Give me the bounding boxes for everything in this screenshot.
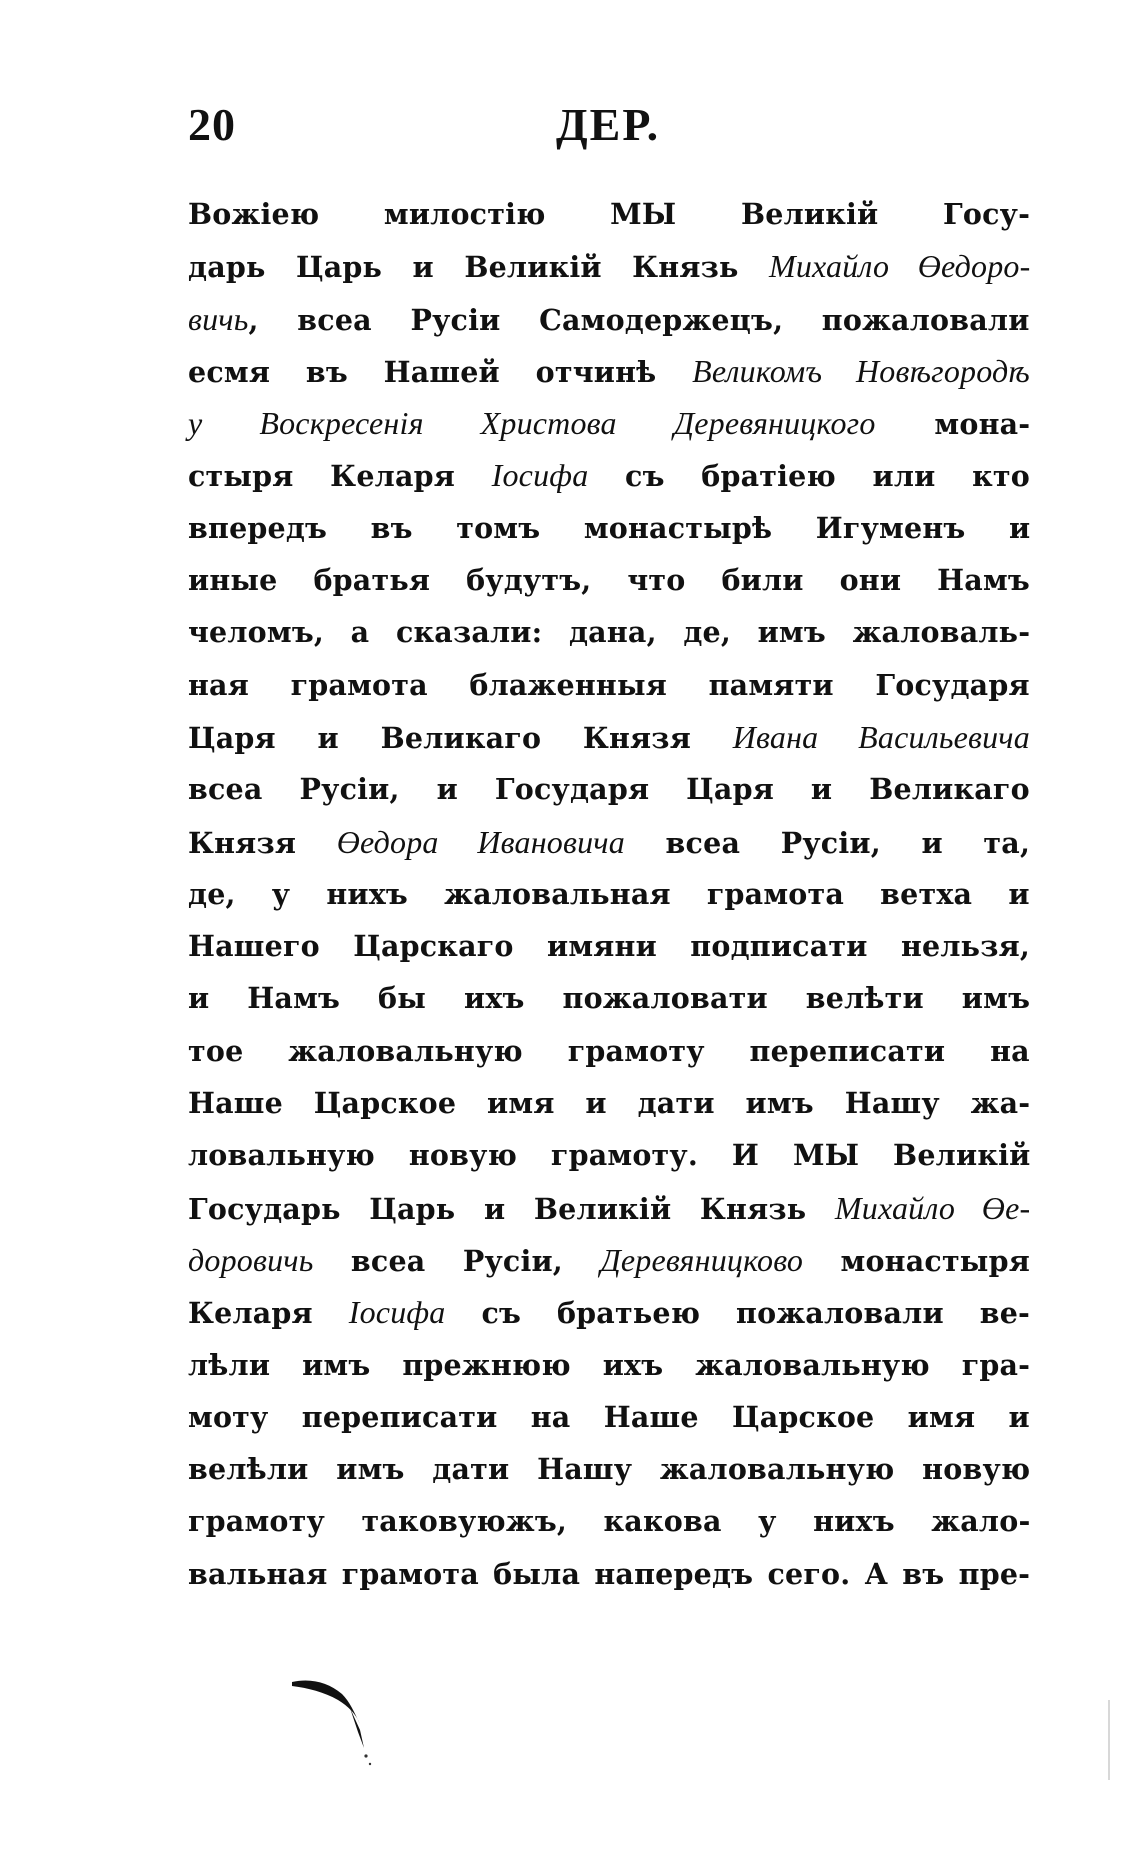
text-line xyxy=(188,1339,1030,1391)
text-segment: Келаря xyxy=(188,1296,349,1331)
text-segment: вальная грамота была напередъ сего. А въ пре- xyxy=(188,1556,1031,1591)
text-segment: лѣли имъ прежнюю ихъ жаловальную гра- xyxy=(188,1347,1031,1382)
text-segment: де, у нихъ жаловальная грамота ветха и xyxy=(188,876,1030,911)
text-segment: съ братіею или кто xyxy=(588,459,1030,494)
text-line xyxy=(188,1391,1030,1443)
ink-blot-mark xyxy=(290,1660,410,1780)
text-segment: и Намъ бы ихъ пожаловати велѣти имъ xyxy=(188,981,1031,1016)
italic-name: у Воскресенія Христова Деревяницкого xyxy=(188,405,876,442)
text-line xyxy=(188,1548,1030,1600)
text-segment: Вожіею милостію МЫ Великій Госу- xyxy=(188,197,1031,231)
text-segment: ная грамота блаженныя памяти Государя xyxy=(188,667,1030,702)
text-segment: Наше Царское имя и дати имъ Нашу жа- xyxy=(188,1086,1031,1121)
text-segment: есмя въ Нашей отчинѣ xyxy=(188,354,693,389)
body-text xyxy=(188,188,1030,1600)
text-segment: стыря Келаря xyxy=(188,459,492,494)
text-segment: монастыря xyxy=(803,1243,1030,1278)
text-segment: грамоту таковуюжъ, какова у нихъ жало- xyxy=(188,1504,1031,1539)
text-segment: впередъ въ томъ монастырѣ Игуменъ и xyxy=(188,510,1031,545)
text-line xyxy=(188,972,1030,1024)
scan-edge-line xyxy=(1108,1700,1110,1780)
text-line xyxy=(188,1129,1030,1181)
text-line xyxy=(188,188,1030,240)
italic-name: Өедора Ивановича xyxy=(336,823,625,860)
text-line xyxy=(188,920,1030,972)
text-line xyxy=(188,397,1030,449)
text-segment: Царя и Великаго Князя xyxy=(188,720,733,755)
text-line xyxy=(188,502,1030,554)
text-segment: дарь Царь и Великій Князь xyxy=(188,250,769,285)
text-segment: съ братьею пожаловали ве- xyxy=(445,1296,1031,1331)
text-segment: мoту переписати на Наше Царское имя и xyxy=(188,1399,1030,1434)
text-segment: всеа Русіи, xyxy=(313,1243,601,1278)
italic-name: Михайло Өе- xyxy=(834,1189,1031,1226)
text-line xyxy=(188,659,1030,711)
text-line xyxy=(188,1286,1030,1338)
italic-name: Іосифа xyxy=(491,457,589,494)
text-segment: всеа Русіи, и Государя Царя и Великаго xyxy=(188,772,1030,807)
italic-name: Ивана Васильевича xyxy=(732,718,1030,755)
text-line xyxy=(188,1077,1030,1129)
text-line xyxy=(188,1495,1030,1547)
text-line xyxy=(188,345,1030,397)
text-segment: тое жаловальную грамоту переписати на xyxy=(188,1033,1030,1068)
page-number: 20 xyxy=(188,99,236,150)
italic-name: доровичь xyxy=(188,1241,314,1278)
text-line xyxy=(188,554,1030,606)
text-segment: иные братья будутъ, что били они Намъ xyxy=(188,563,1030,598)
text-line xyxy=(188,711,1030,763)
italic-name: Іосифа xyxy=(348,1294,446,1331)
text-line xyxy=(188,606,1030,658)
text-line xyxy=(188,293,1030,345)
text-segment: велѣли имъ дати Нашу жаловальную новую xyxy=(188,1452,1031,1487)
text-segment: , всеа Русіи Самодержецъ, пожаловали xyxy=(248,302,1030,337)
running-head: ДЕР. xyxy=(556,99,661,150)
text-line xyxy=(188,1443,1030,1495)
text-segment: мона- xyxy=(875,407,1031,442)
page-header xyxy=(188,98,1028,158)
text-line xyxy=(188,763,1030,815)
text-line xyxy=(188,1234,1030,1286)
text-line xyxy=(188,816,1030,868)
text-line xyxy=(188,868,1030,920)
italic-name: Деревяницково xyxy=(600,1241,804,1278)
text-segment: Государь Царь и Великій Князь xyxy=(188,1191,835,1226)
text-segment: ловальную новую грамоту. И МЫ Великій xyxy=(188,1138,1031,1173)
text-segment: Князя xyxy=(188,825,337,860)
italic-name: Михайло Өедоро- xyxy=(769,248,1031,285)
italic-name: Великомъ Новѣгородѣ xyxy=(692,352,1030,389)
text-segment: челомъ, а сказали: дана, де, имъ жаловаль- xyxy=(188,615,1031,650)
text-segment: всеа Русіи, и та, xyxy=(624,825,1031,860)
text-segment: Нашего Царскаго имяни подписати нельзя, xyxy=(188,929,1030,964)
text-line xyxy=(188,1182,1030,1234)
text-line xyxy=(188,240,1030,292)
text-line xyxy=(188,449,1030,501)
italic-name: вичь xyxy=(188,300,249,337)
text-line xyxy=(188,1025,1030,1077)
